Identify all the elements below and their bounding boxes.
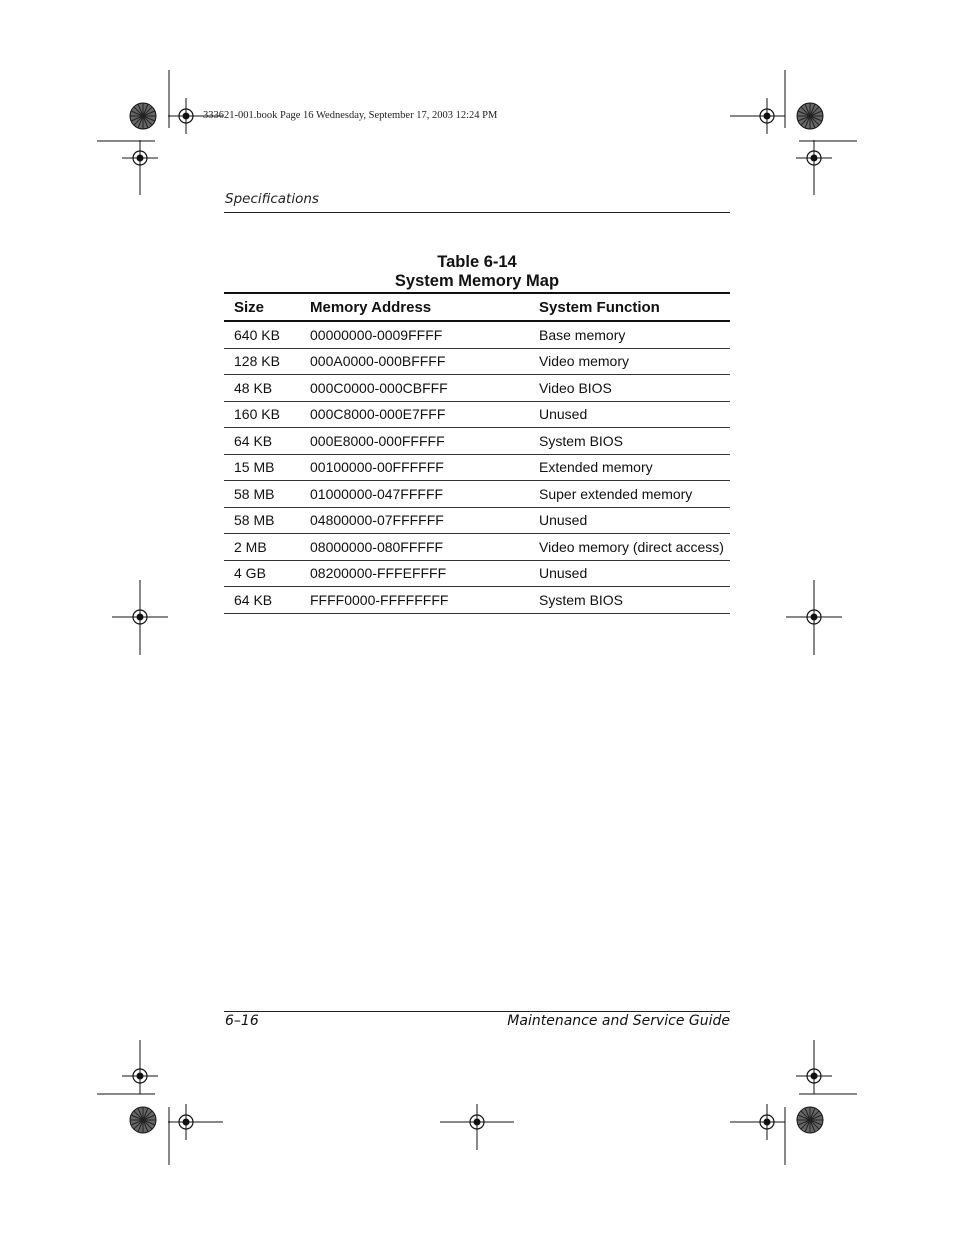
table-row — [224, 321, 730, 348]
column-header-memory-address: Memory Address — [300, 293, 529, 321]
size-cell: 4 GB — [224, 560, 300, 587]
table-title: System Memory Map — [394, 272, 560, 290]
address-cell: 08200000-FFFEFFFF — [300, 560, 529, 587]
table-row — [224, 454, 730, 481]
book-title: Maintenance and Service Guide — [507, 1013, 730, 1029]
table-row — [224, 375, 730, 402]
footer-rule — [224, 1011, 730, 1012]
table-row — [224, 481, 730, 508]
table-row — [224, 560, 730, 587]
size-cell: 64 KB — [224, 587, 300, 614]
table-row — [224, 428, 730, 455]
table-row — [224, 587, 730, 614]
address-cell: FFFF0000-FFFFFFFF — [300, 587, 529, 614]
function-cell: Extended memory — [529, 454, 730, 481]
size-cell: 640 KB — [224, 321, 300, 348]
table-header-row — [224, 293, 730, 321]
address-cell: 00000000-0009FFFF — [300, 321, 529, 348]
address-cell: 00100000-00FFFFFF — [300, 454, 529, 481]
address-cell: 04800000-07FFFFFF — [300, 507, 529, 534]
function-cell: Base memory — [529, 321, 730, 348]
function-cell: Unused — [529, 401, 730, 428]
size-cell: 2 MB — [224, 534, 300, 561]
function-cell: Unused — [529, 507, 730, 534]
print-info: 333621-001.book Page 16 Wednesday, September 17, 2003 12:24 PM — [203, 110, 498, 121]
function-cell: Video memory — [529, 348, 730, 375]
column-header-size: Size — [224, 293, 300, 321]
function-cell: System BIOS — [529, 428, 730, 455]
size-cell: 58 MB — [224, 481, 300, 508]
table-row — [224, 534, 730, 561]
table-number: Table 6-14 — [437, 253, 517, 271]
function-cell: Unused — [529, 560, 730, 587]
address-cell: 000C0000-000CBFFF — [300, 375, 529, 402]
size-cell: 15 MB — [224, 454, 300, 481]
header-rule — [224, 212, 730, 213]
address-cell: 000A0000-000BFFFF — [300, 348, 529, 375]
function-cell: System BIOS — [529, 587, 730, 614]
table-row — [224, 507, 730, 534]
table-row — [224, 348, 730, 375]
size-cell: 160 KB — [224, 401, 300, 428]
address-cell: 08000000-080FFFFF — [300, 534, 529, 561]
column-header-system-function: System Function — [529, 293, 730, 321]
size-cell: 128 KB — [224, 348, 300, 375]
address-cell: 000E8000-000FFFFF — [300, 428, 529, 455]
address-cell: 000C8000-000E7FFF — [300, 401, 529, 428]
memory-map-table — [224, 292, 730, 614]
function-cell: Video memory (direct access) — [529, 534, 730, 561]
running-header: Specifications — [225, 191, 319, 207]
function-cell: Video BIOS — [529, 375, 730, 402]
size-cell: 48 KB — [224, 375, 300, 402]
size-cell: 64 KB — [224, 428, 300, 455]
function-cell: Super extended memory — [529, 481, 730, 508]
table-row — [224, 401, 730, 428]
size-cell: 58 MB — [224, 507, 300, 534]
address-cell: 01000000-047FFFFF — [300, 481, 529, 508]
page-number: 6–16 — [225, 1013, 259, 1029]
